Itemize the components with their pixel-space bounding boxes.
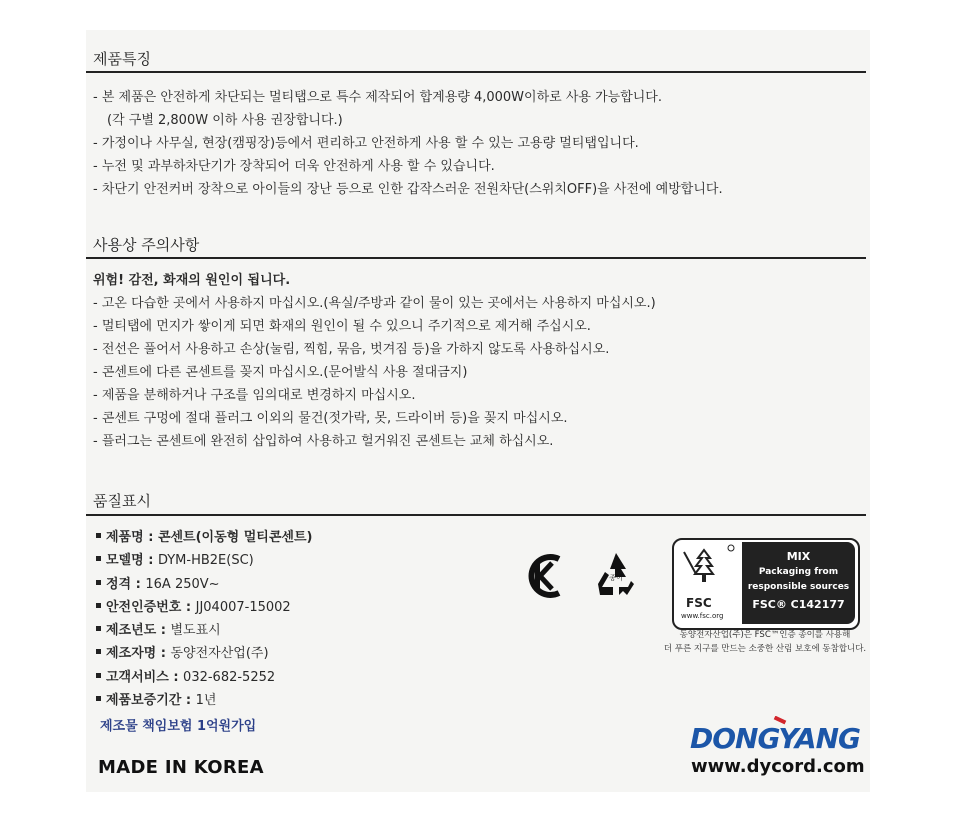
fsc-tree-area [674,540,744,628]
recycle-icon [593,550,639,600]
cautions-list [93,269,656,453]
kc-mark-icon [528,551,566,601]
bullet-icon [96,649,101,654]
spec-row [96,596,312,619]
spec-key: 모델명 : [106,553,158,569]
spec-value: 콘센트(이동형 멀티콘센트) [157,530,313,545]
list-item: - 전선은 풀어서 사용하고 손상(눌림, 찍힘, 묶음, 벗겨짐 등)을 가하지 않도록 사용하십시오. [93,342,610,357]
spec-row [96,573,312,596]
fsc-mix-panel [742,542,855,624]
quality-title: 품질표시 [93,492,151,510]
spec-row [96,549,312,572]
spec-key: 제품보증기간 : [106,693,196,709]
spec-key: 정격 : [106,576,146,592]
fsc-tree-icon [674,540,740,596]
bullet-icon [96,696,101,701]
spec-list [96,526,312,712]
list-item: - 차단기 안전커버 장착으로 아이들의 장난 등으로 인한 갑작스러운 전원차단(스위치OFF)을 사전에 예방합니다. [93,182,723,197]
made-in-korea: MADE IN KOREA [98,757,264,778]
spec-value: 1년 [195,693,217,709]
features-list [93,86,723,201]
spec-row [96,526,312,549]
spec-value: 16A 250V~ [145,576,220,592]
spec-value: JJ04007-15002 [195,599,291,615]
list-item: - 콘센트 구멍에 절대 플러그 이외의 물건(젓가락, 못, 드라이버 등)을 꽂지 마십시오. [93,411,568,426]
list-item: (각 구별 2,800W 이하 사용 권장합니다.) [107,113,343,128]
spec-key: 제조년도 : [106,623,171,639]
spec-row [96,666,312,689]
bullet-icon [96,603,101,608]
fsc-note [650,628,880,656]
spec-value: DYM-HB2E(SC) [157,553,254,569]
fsc-brand: FSC [686,596,712,610]
bullet-icon [96,673,101,678]
spec-value: 032-682-5252 [183,669,276,685]
fsc-packaging: Packaging from [758,567,839,577]
list-item: - 누전 및 과부하차단기가 장착되어 더욱 안전하게 사용 할 수 있습니다. [93,159,495,174]
fsc-note-line: 동양전자산업(주)은 FSC™인증 종이를 사용해 [679,630,851,640]
warning-text: 위험! 감전, 화재의 원인이 됩니다. [93,273,291,288]
list-item: - 가정이나 사무실, 현장(캠핑장)등에서 편리하고 안전하게 사용 할 수 있는 고용량 멀티탭입니다. [93,136,639,151]
list-item: - 제품을 분해하거나 구조를 임의대로 변경하지 마십시오. [93,388,416,403]
bullet-icon [96,556,101,561]
spec-value: 별도표시 [170,623,221,639]
spec-key: 고객서비스 : [106,669,184,685]
list-item: - 플러그는 콘센트에 완전히 삽입하여 사용하고 헐거워진 콘센트는 교체 하십시오. [93,434,554,449]
quality-rule [86,514,866,516]
features-rule [86,71,866,73]
spec-value: 동양전자산업(주) [170,646,269,662]
bullet-icon [96,580,101,585]
fsc-code: FSC® C142177 [752,598,845,611]
spec-key: 제조자명 : [106,646,171,662]
cautions-rule [86,257,866,259]
insurance-text: 제조물 책임보험 1억원가입 [100,719,257,734]
fsc-url: www.fsc.org [681,612,724,620]
website-url: www.dycord.com [691,756,865,777]
cautions-title: 사용상 주의사항 [93,236,200,254]
list-item: - 멀티탭에 먼지가 쌓이게 되면 화재의 원인이 될 수 있으니 주기적으로 제거해 주십시오. [93,319,591,334]
list-item: - 본 제품은 안전하게 차단되는 멀티탭으로 특수 제작되어 합계용량 4,000W이하로 사용 가능합니다. [93,90,662,105]
dongyang-logo [690,716,862,752]
fsc-mix: MIX [786,550,811,563]
bullet-icon [96,626,101,631]
spec-row [96,689,312,712]
list-item: - 고온 다습한 곳에서 사용하지 마십시오.(욕실/주방과 같이 물이 있는 곳에서는 사용하지 마십시오.) [93,296,656,311]
logo-text: DONGYANG [690,722,861,752]
list-item: - 콘센트에 다른 콘센트를 꽂지 마십시오.(문어발식 사용 절대금지) [93,365,468,380]
fsc-sources: responsible sources [747,582,850,592]
fsc-note-line: 더 푸른 지구를 만드는 소중한 산림 보호에 동참합니다. [663,644,867,654]
spec-key: 제품명 : [106,530,158,545]
recycle-label: 종이 [609,574,623,582]
features-title: 제품특징 [93,50,151,68]
bullet-icon [96,533,101,538]
spec-row [96,642,312,665]
spec-row [96,619,312,642]
spec-key: 안전인증번호 : [106,599,196,615]
fsc-badge [672,538,860,630]
